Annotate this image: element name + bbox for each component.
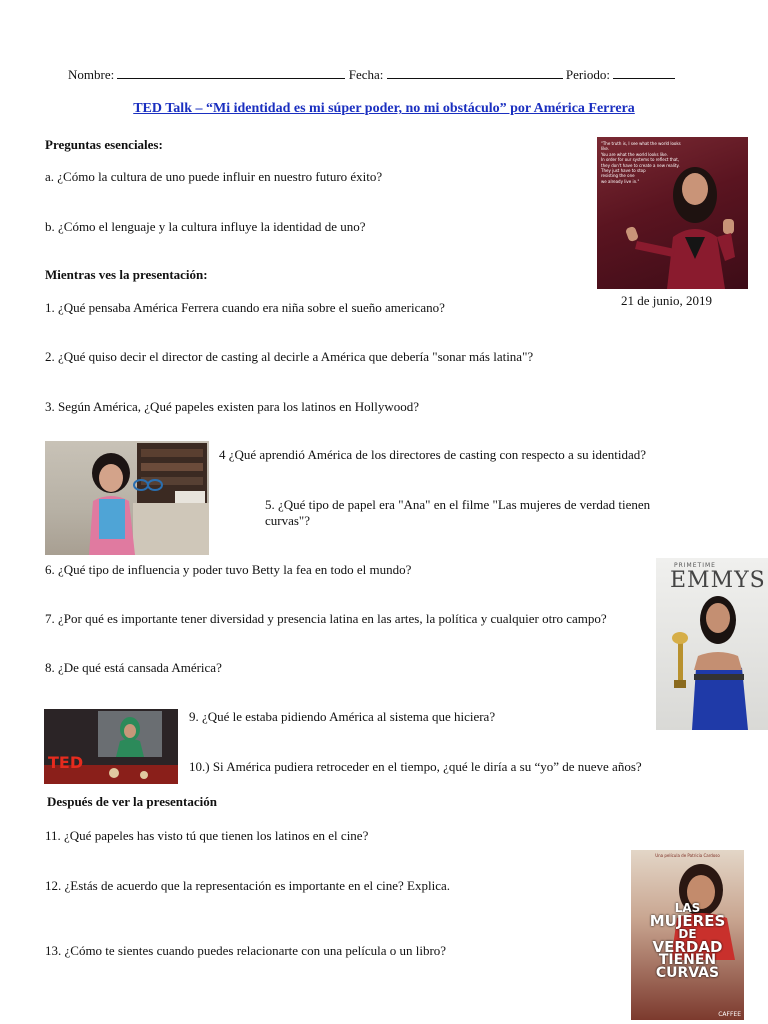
emmys-photo: [656, 558, 768, 730]
quote-text: "The truth is, I see what the world looks like. You are what the world looks like. In order for our systems to reflect that, they don't have to create a new reality. They just have to stop resisting the one we already live in.": [601, 141, 681, 184]
periodo-label: Periodo:: [565, 67, 610, 82]
child-figure: [45, 441, 209, 555]
ted-logo: TED: [48, 753, 84, 772]
question-10: 10.) Si América pudiera retroceder en el tiempo, ¿qué le diría a su “yo” de nueve años?: [189, 759, 642, 774]
ted-talk-photo: [597, 137, 748, 289]
nombre-label: Nombre:: [68, 67, 115, 82]
photo-caption-date: 21 de junio, 2019: [621, 293, 712, 308]
question-2: 2. ¿Qué quiso decir el director de casting al decirle a América que debería "sonar más latina"?: [45, 349, 534, 364]
emmys-top-text: PRIMETIME: [674, 562, 716, 569]
speaker-figure: [597, 137, 748, 289]
poster-footer: CAFFEE: [718, 1011, 741, 1018]
page-title: TED Talk – “Mi identidad es mi súper poder, no mi obstáculo” por América Ferrera: [133, 101, 635, 116]
question-1: 1. ¿Qué pensaba América Ferrera cuando era niña sobre el sueño americano?: [45, 300, 445, 315]
stage-scene: [44, 709, 178, 784]
question-7: 7. ¿Por qué es importante tener diversidad y presencia latina en las artes, la política y cualquier otro campo?: [45, 611, 607, 626]
question-8: 8. ¿De qué está cansada América?: [45, 660, 222, 675]
question-b: b. ¿Cómo el lenguaje y la cultura influye la identidad de uno?: [45, 219, 366, 234]
movie-poster: [631, 850, 744, 1020]
question-13: 13. ¿Cómo te sientes cuando puedes relacionarte con una película o un libro?: [45, 943, 447, 958]
emmy-figure: [656, 558, 768, 730]
question-11: 11. ¿Qué papeles has visto tú que tienen los latinos en el cine?: [45, 828, 369, 843]
question-3: 3. Según América, ¿Qué papeles existen para los latinos en Hollywood?: [45, 399, 420, 414]
header-line: [68, 66, 675, 83]
periodo-blank[interactable]: [613, 66, 675, 79]
question-4: 4 ¿Qué aprendió América de los directores de casting con respecto a su identidad?: [219, 447, 647, 462]
emmys-banner: EMMYS: [670, 568, 766, 593]
ted-stage-photo: [44, 709, 178, 784]
nombre-blank[interactable]: [117, 66, 345, 79]
question-9: 9. ¿Qué le estaba pidiendo América al sistema que hiciera?: [189, 709, 496, 724]
poster-top-line: Una película de Patricia Cardoso: [655, 853, 720, 858]
fecha-label: Fecha:: [348, 67, 384, 82]
section-heading-essential: Preguntas esenciales:: [45, 137, 163, 152]
question-5: 5. ¿Qué tipo de papel era "Ana" en el filme "Las mujeres de verdad tienen curvas"?: [265, 497, 651, 528]
fecha-blank[interactable]: [387, 66, 563, 79]
question-a: a. ¿Cómo la cultura de uno puede influir en nuestro futuro éxito?: [45, 169, 383, 184]
childhood-photo: [45, 441, 209, 555]
section-heading-during: Mientras ves la presentación:: [45, 267, 208, 282]
section-heading-after: Después de ver la presentación: [47, 794, 217, 809]
poster-title: LAS MUJERES DE VERDAD TIENEN CURVAS: [649, 901, 726, 981]
question-6: 6. ¿Qué tipo de influencia y poder tuvo Betty la fea en todo el mundo?: [45, 562, 412, 577]
question-12: 12. ¿Estás de acuerdo que la representación es importante en el cine? Explica.: [45, 878, 450, 893]
